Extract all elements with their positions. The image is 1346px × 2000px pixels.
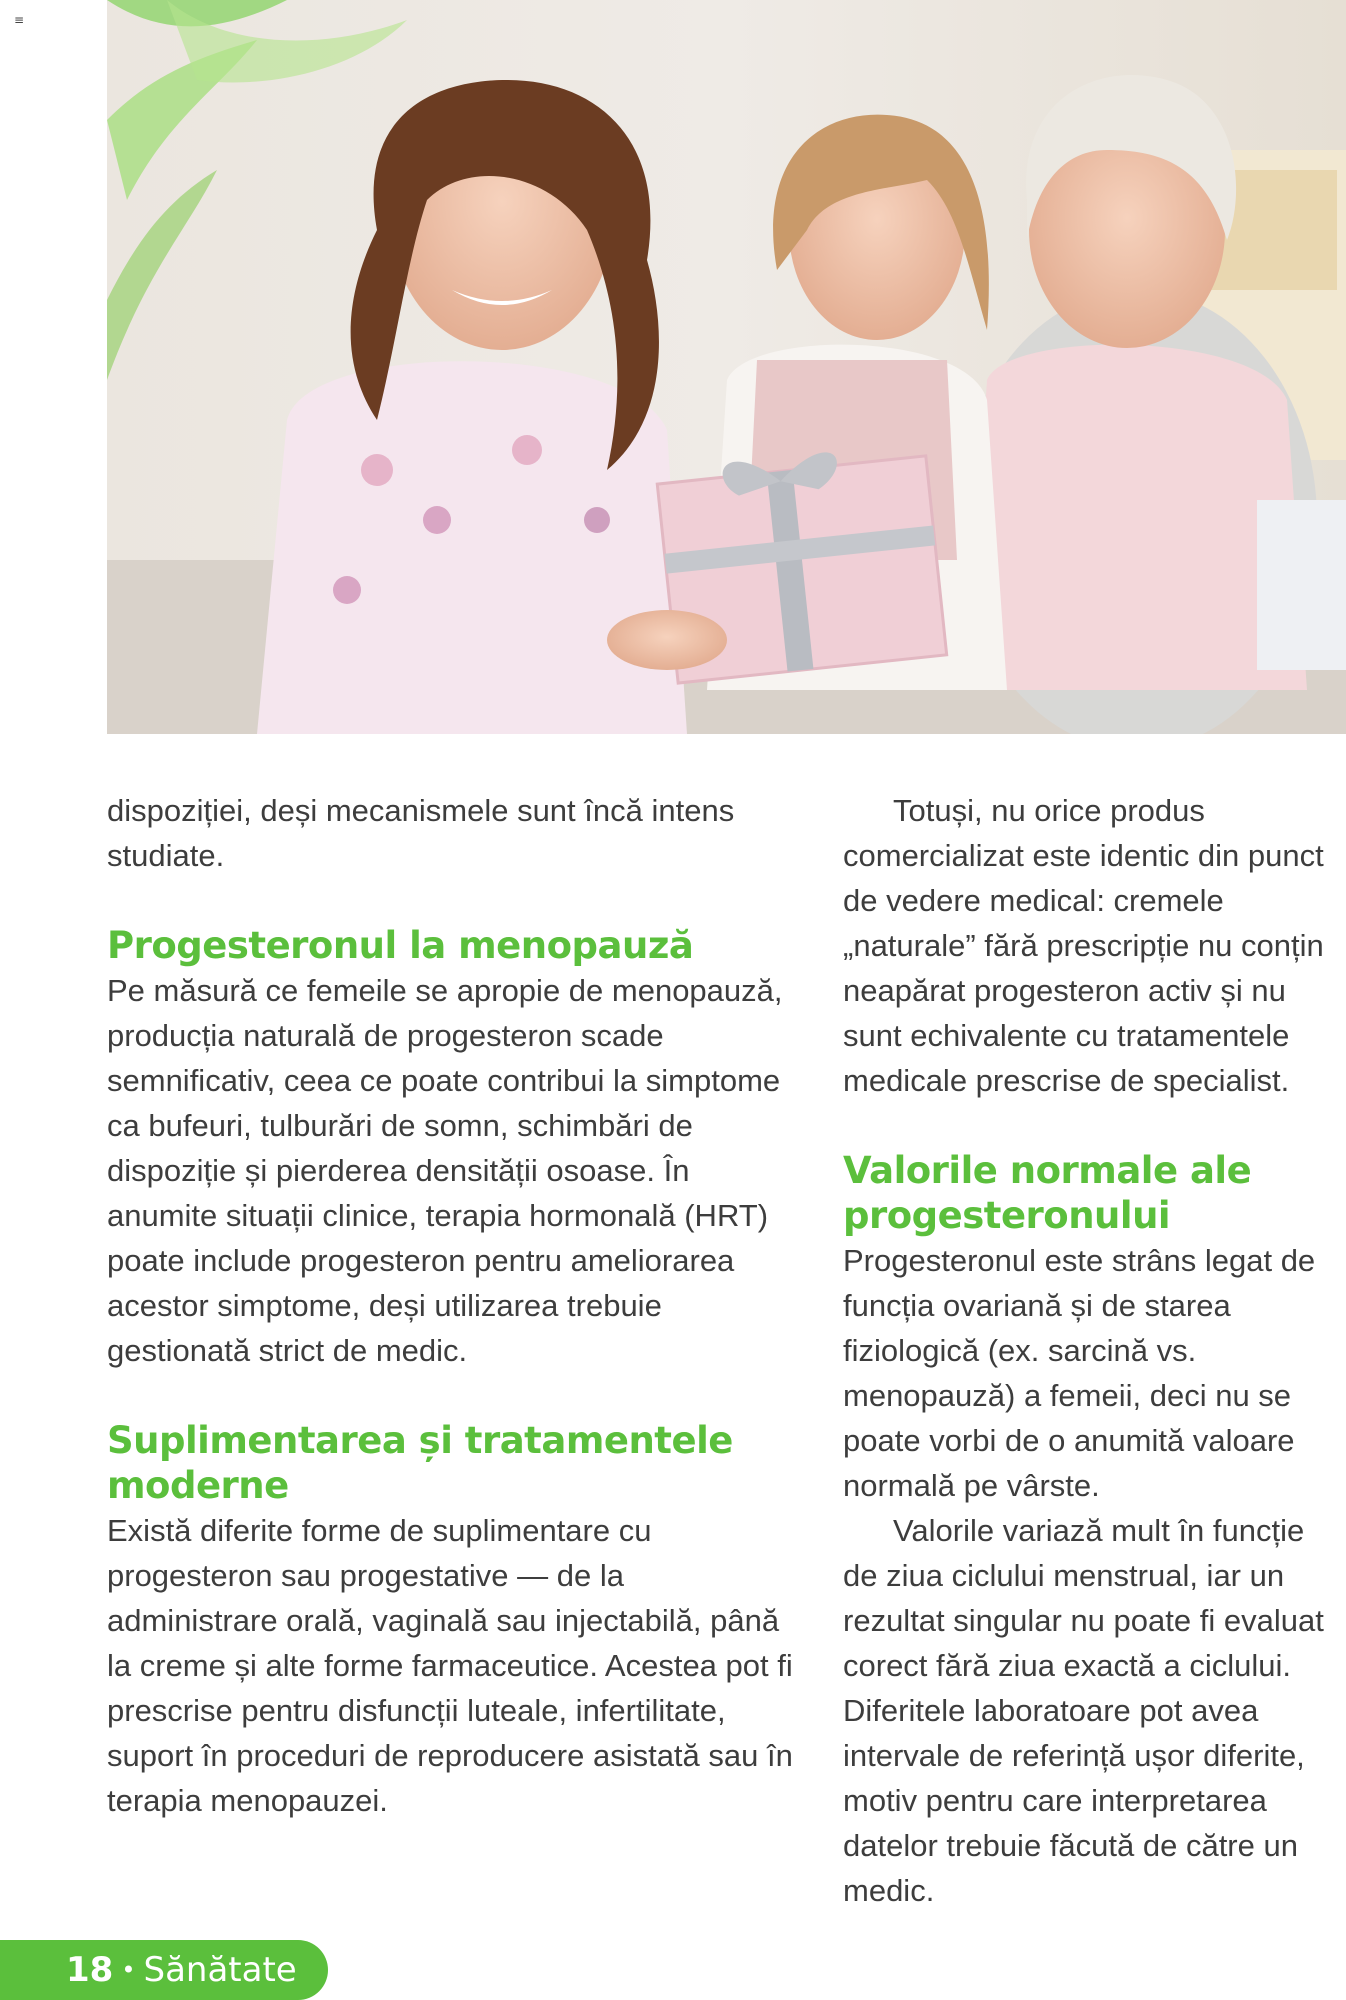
- right-column: [843, 788, 1343, 1913]
- page-footer-tab: [0, 1940, 328, 2000]
- left-intro-paragraph: dispoziției, deși mecanismele sunt încă intens studiate.: [107, 793, 735, 873]
- section-title-supplementation: Suplimentarea și tratamentele moderne: [107, 1419, 733, 1507]
- section-text-normal-values-1: Progesteronul este strâns legat de funcția ovariană și de starea fiziologică (ex. sarcină vs. menopauză) a femeii, deci nu se poate vorbi de o anumită valoare normală pe vârste.: [843, 1243, 1316, 1503]
- section-title-menopause: Progesteronul la menopauză: [107, 924, 694, 967]
- section-text-menopause: Pe măsură ce femeile se apropie de menopauză, producția naturală de progesteron scade semnificativ, ceea ce poate contribui la simptome ca bufeuri, tulburări de somn, schimbări de dispoziție și pierderea densității osoase. În anumite situații clinice, terapia hormonală (HRT) poate include progesteron pentru ameliorarea acestor simptome, deși utilizarea trebuie gestionată strict de medic.: [107, 973, 783, 1368]
- section-text-normal-values-2: Valorile variază mult în funcție de ziua ciclului menstrual, iar un rezultat singular nu poate fi evaluat corect fără ziua exactă a ciclului. Diferitele laboratoare pot avea intervale de referință ușor diferite, motiv pentru care interpretarea datelor trebuie făcută de către un medic.: [843, 1513, 1324, 1908]
- right-intro-paragraph: Totuși, nu orice produs comercializat este identic din punct de vedere medical: cremele „naturale” fără prescripție nu conțin neapărat progesteron activ și nu sunt echivalente cu tratamentele medicale prescrise de specialist.: [843, 793, 1324, 1098]
- left-column: [107, 788, 797, 1823]
- section-text-supplementation: Există diferite forme de suplimentare cu progesteron sau progestative — de la administrare orală, vaginală sau injectabilă, până la creme și alte forme farmaceutice. Acestea pot fi prescrise pentru disfuncții luteale, infertilitate, suport în proceduri de reproducere asistată sau în terapia menopauzei.: [107, 1513, 793, 1818]
- section-title-normal-values: Valorile normale ale progesteronului: [843, 1149, 1252, 1237]
- family-gift-photo-icon: [107, 0, 1346, 734]
- page-number: 18: [66, 1950, 114, 1990]
- footer-separator: •: [121, 1956, 136, 1984]
- hero-photo: [107, 0, 1346, 734]
- menu-icon[interactable]: ≡: [14, 13, 25, 27]
- section-name: Sănătate: [143, 1950, 297, 1990]
